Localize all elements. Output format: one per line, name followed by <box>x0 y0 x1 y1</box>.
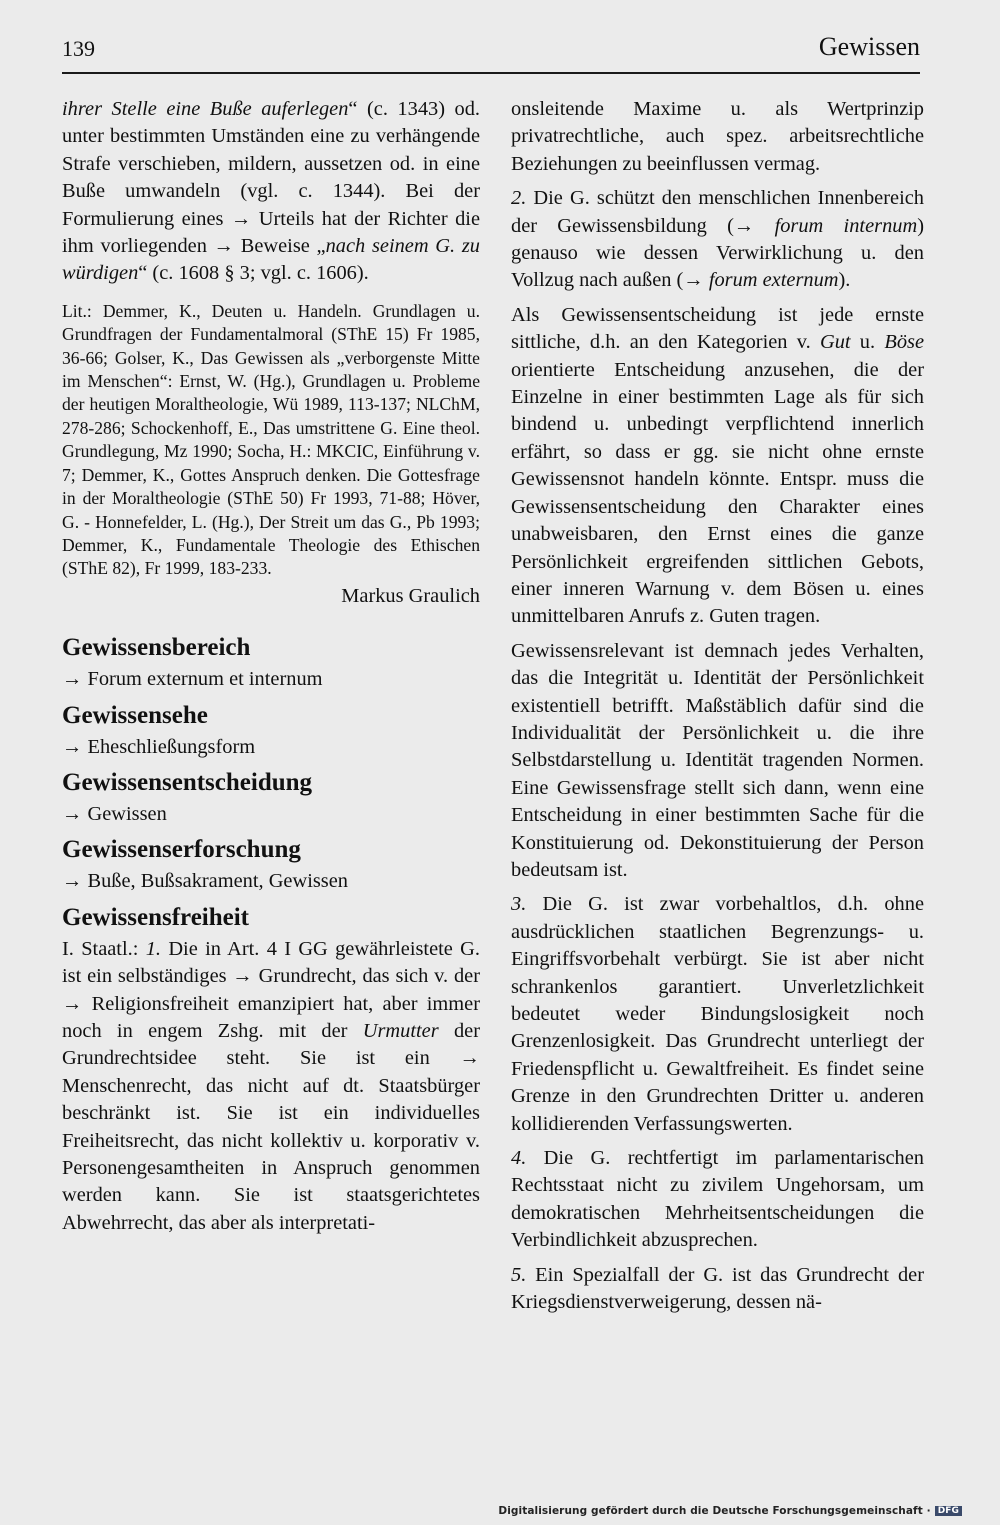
paragraph <box>511 1145 924 1255</box>
italic-run: 5. <box>511 1263 527 1286</box>
literature-list: Lit.: Demmer, K., Deuten u. Handeln. Grundlagen u. Grundfragen der Fundamentalmoral (SThE 15) Fr 1985, 36-66; Golser, K., Das Gewissen als „verborgenste Mitte im Menschen“: Ernst, W. (Hg.), Grundlagen u. Probleme der heutigen Moraltheologie, Wü 1989, 113-137; NLChM, 278-286; Schockenhoff, E., Das umstrittene G. Eine theol. Grundlegung, Mz 1990; Socha, H.: MKCIC, Einführung v. 7; Demmer, K., Gottes Anspruch denken. Die Gottesfrage in der Moraltheologie (SThE 50) Fr 1993, 71-88; Höver, G. - Honnefelder, L. (Hg.), Der Streit um das G., Pb 1993; Demmer, K., Fundamentale Theologie des Ethischen (SThE 82), Fr 1999, 183-233. <box>62 300 480 579</box>
cross-reference: → Gewissen <box>62 802 167 825</box>
entry-gewissensentscheidung <box>62 767 480 828</box>
cross-reference: → Eheschließungsform <box>62 735 256 758</box>
text-run: ) genauso wie dessen Verwirklichung u. den Vollzug nach außen (→ <box>511 214 924 292</box>
text-run: Als Gewissensentscheidung ist jede ernste sittliche, d.h. an den Kategorien v. <box>511 303 924 354</box>
dfg-logo: DFG <box>935 1506 962 1516</box>
paragraph <box>511 185 924 295</box>
text-run: I. Staatl.: <box>62 937 146 960</box>
paragraph <box>511 96 924 178</box>
text-run: Die G. ist zwar vorbehaltlos, d.h. ohne ausdrücklichen staatlichen Begrenzungs- u. Eingriffsvorbehalt verbürgt. Sie ist aber nicht schrankenlos garantiert. Unverletzlichkeit bedeutet weder Bindungslosigkeit noch Grenzenlosigkeit. Das Grundrecht unterliegt der Friedenspflicht u. Gewaltfreiheit. Es findet seine Grenze in den Grundrechten Dritter u. anderen kollidierenden Verfassungswerten. <box>511 893 924 1135</box>
entry-title: Gewissensentscheidung <box>62 768 313 796</box>
italic-run: Gut <box>819 331 851 354</box>
entry-title: Gewissensehe <box>62 701 208 729</box>
entry-title-gewissensfreiheit: Gewissensfreiheit <box>62 903 250 931</box>
italic-run: 2. <box>511 187 527 210</box>
cross-reference: → Forum externum et internum <box>62 668 323 691</box>
entry-title: Gewissenserforschung <box>62 836 301 864</box>
italic-run: Böse <box>884 331 924 354</box>
italic-run: Urmutter <box>362 1019 439 1042</box>
text-run: u. <box>850 331 885 354</box>
text-run: ). <box>838 269 851 292</box>
digitization-footer <box>498 1505 962 1517</box>
text-run: Die in Art. 4 I GG gewährleistete G. ist ein selbständiges → Grundrecht, das sich v. der → Religionsfreiheit emanzipiert hat, aber immer noch in engem Zshg. mit der <box>62 937 480 1042</box>
italic-run: 1. <box>145 937 162 960</box>
text-run: onsleitende Maxime u. als Wertprinzip privatrechtliche, auch spez. arbeitsrechtliche Beziehungen zu beeinflussen vermag. <box>511 98 924 175</box>
italic-run: nach seinem G. zu würdigen <box>62 235 480 285</box>
italic-run: forum internum <box>774 214 918 237</box>
text-run: Die G. rechtfertigt im parlamentarischen Rechtsstaat nicht zu zivilem Ungehorsam, um demokratischen Mehrheitsentscheidungen die Verbindlichkeit abzusprechen. <box>511 1147 924 1252</box>
text-run: Die G. schützt den menschlichen Innenbereich der Gewissensbildung (→ <box>511 187 924 237</box>
text-run: Ein Spezialfall der G. ist das Grundrecht der Kriegsdienstverweigerung, dessen nä- <box>511 1263 924 1314</box>
right-column <box>511 96 924 1323</box>
entry-gewissenserforschung <box>62 834 480 895</box>
italic-run: 3. <box>511 893 527 916</box>
italic-run: 4. <box>511 1147 527 1170</box>
text-run: Gewissensrelevant ist demnach jedes Verhalten, das die Integrität u. Identität der Persönlichkeit existentiell betrifft. Maßstäblich dafür sind die Individualität der Persönlichkeit u. die ihre Selbstdarstellung u. Identität tragenden Normen. Eine Gewissensfrage stellt sich dann, wenn eine Entscheidung in einer bestimmten Sache für die Konstituierung od. Dekonstituierung der Person bedeutsam ist. <box>511 639 924 881</box>
entry-gewissensbereich <box>62 632 480 693</box>
paragraph <box>511 1262 924 1317</box>
text-run: der Grundrechtsidee steht. Sie ist ein → Menschenrecht, das nicht auf dt. Staatsbürger beschränkt ist. Sie ist ein individuelles Freiheitsrecht, das nicht kollektiv u. korporativ v. Personengesamtheiten in Anspruch genommen werden kann. Sie ist staatsgerichtetes Abwehrrecht, das aber als interpretati- <box>62 1019 480 1234</box>
entry-title: Gewissensbereich <box>62 634 251 662</box>
page-header <box>62 30 920 74</box>
cross-reference: → Buße, Bußsakrament, Gewissen <box>62 870 348 893</box>
italic-run: forum externum <box>708 269 839 292</box>
paragraph <box>511 302 924 631</box>
running-head: Gewissen <box>818 32 920 61</box>
page-number: 139 <box>62 36 95 61</box>
paragraph <box>62 936 480 1237</box>
paragraph <box>511 638 924 885</box>
entry-gewissensehe <box>62 700 480 761</box>
footer-text: Digitalisierung gefördert durch die Deutsche Forschungsgemeinschaft · <box>498 1505 931 1517</box>
author-name: Markus Graulich <box>341 584 480 607</box>
text-run: orientierte Entscheidung anzusehen, die der Einzelne in einer bestimmten Lage als für sich bindend u. unbedingt verpflichtend innerlich erfährt, so dass er gg. sie nicht ohne ernste Gewissensnot handeln könnte. Entspr. muss die Gewissensentscheidung den Charakter eines unabweisbaren, den Ernst eines die ganze Persönlichkeit ergreifenden sittlichen Gebots, einer inneren Warnung v. dem Bösen u. eines unmittelbaren Anrufs z. Guten tragen. <box>511 358 924 628</box>
italic-run: ihrer Stelle eine Buße auferlegen <box>62 98 349 120</box>
text-run: “ (c. 1343) od. unter bestimmten Umständen eine zu verhängende Strafe verschieben, mildern, aussetzen od. in eine Buße umwandeln (vgl. c. 1344). Bei der Formulierung eines → Urteils hat der Richter die ihm vorliegenden → Beweise „ <box>62 98 481 258</box>
left-column <box>62 96 480 1244</box>
paragraph <box>62 96 480 288</box>
paragraph <box>511 891 924 1138</box>
text-run: “ (c. 1608 § 3; vgl. c. 1606). <box>138 262 369 285</box>
